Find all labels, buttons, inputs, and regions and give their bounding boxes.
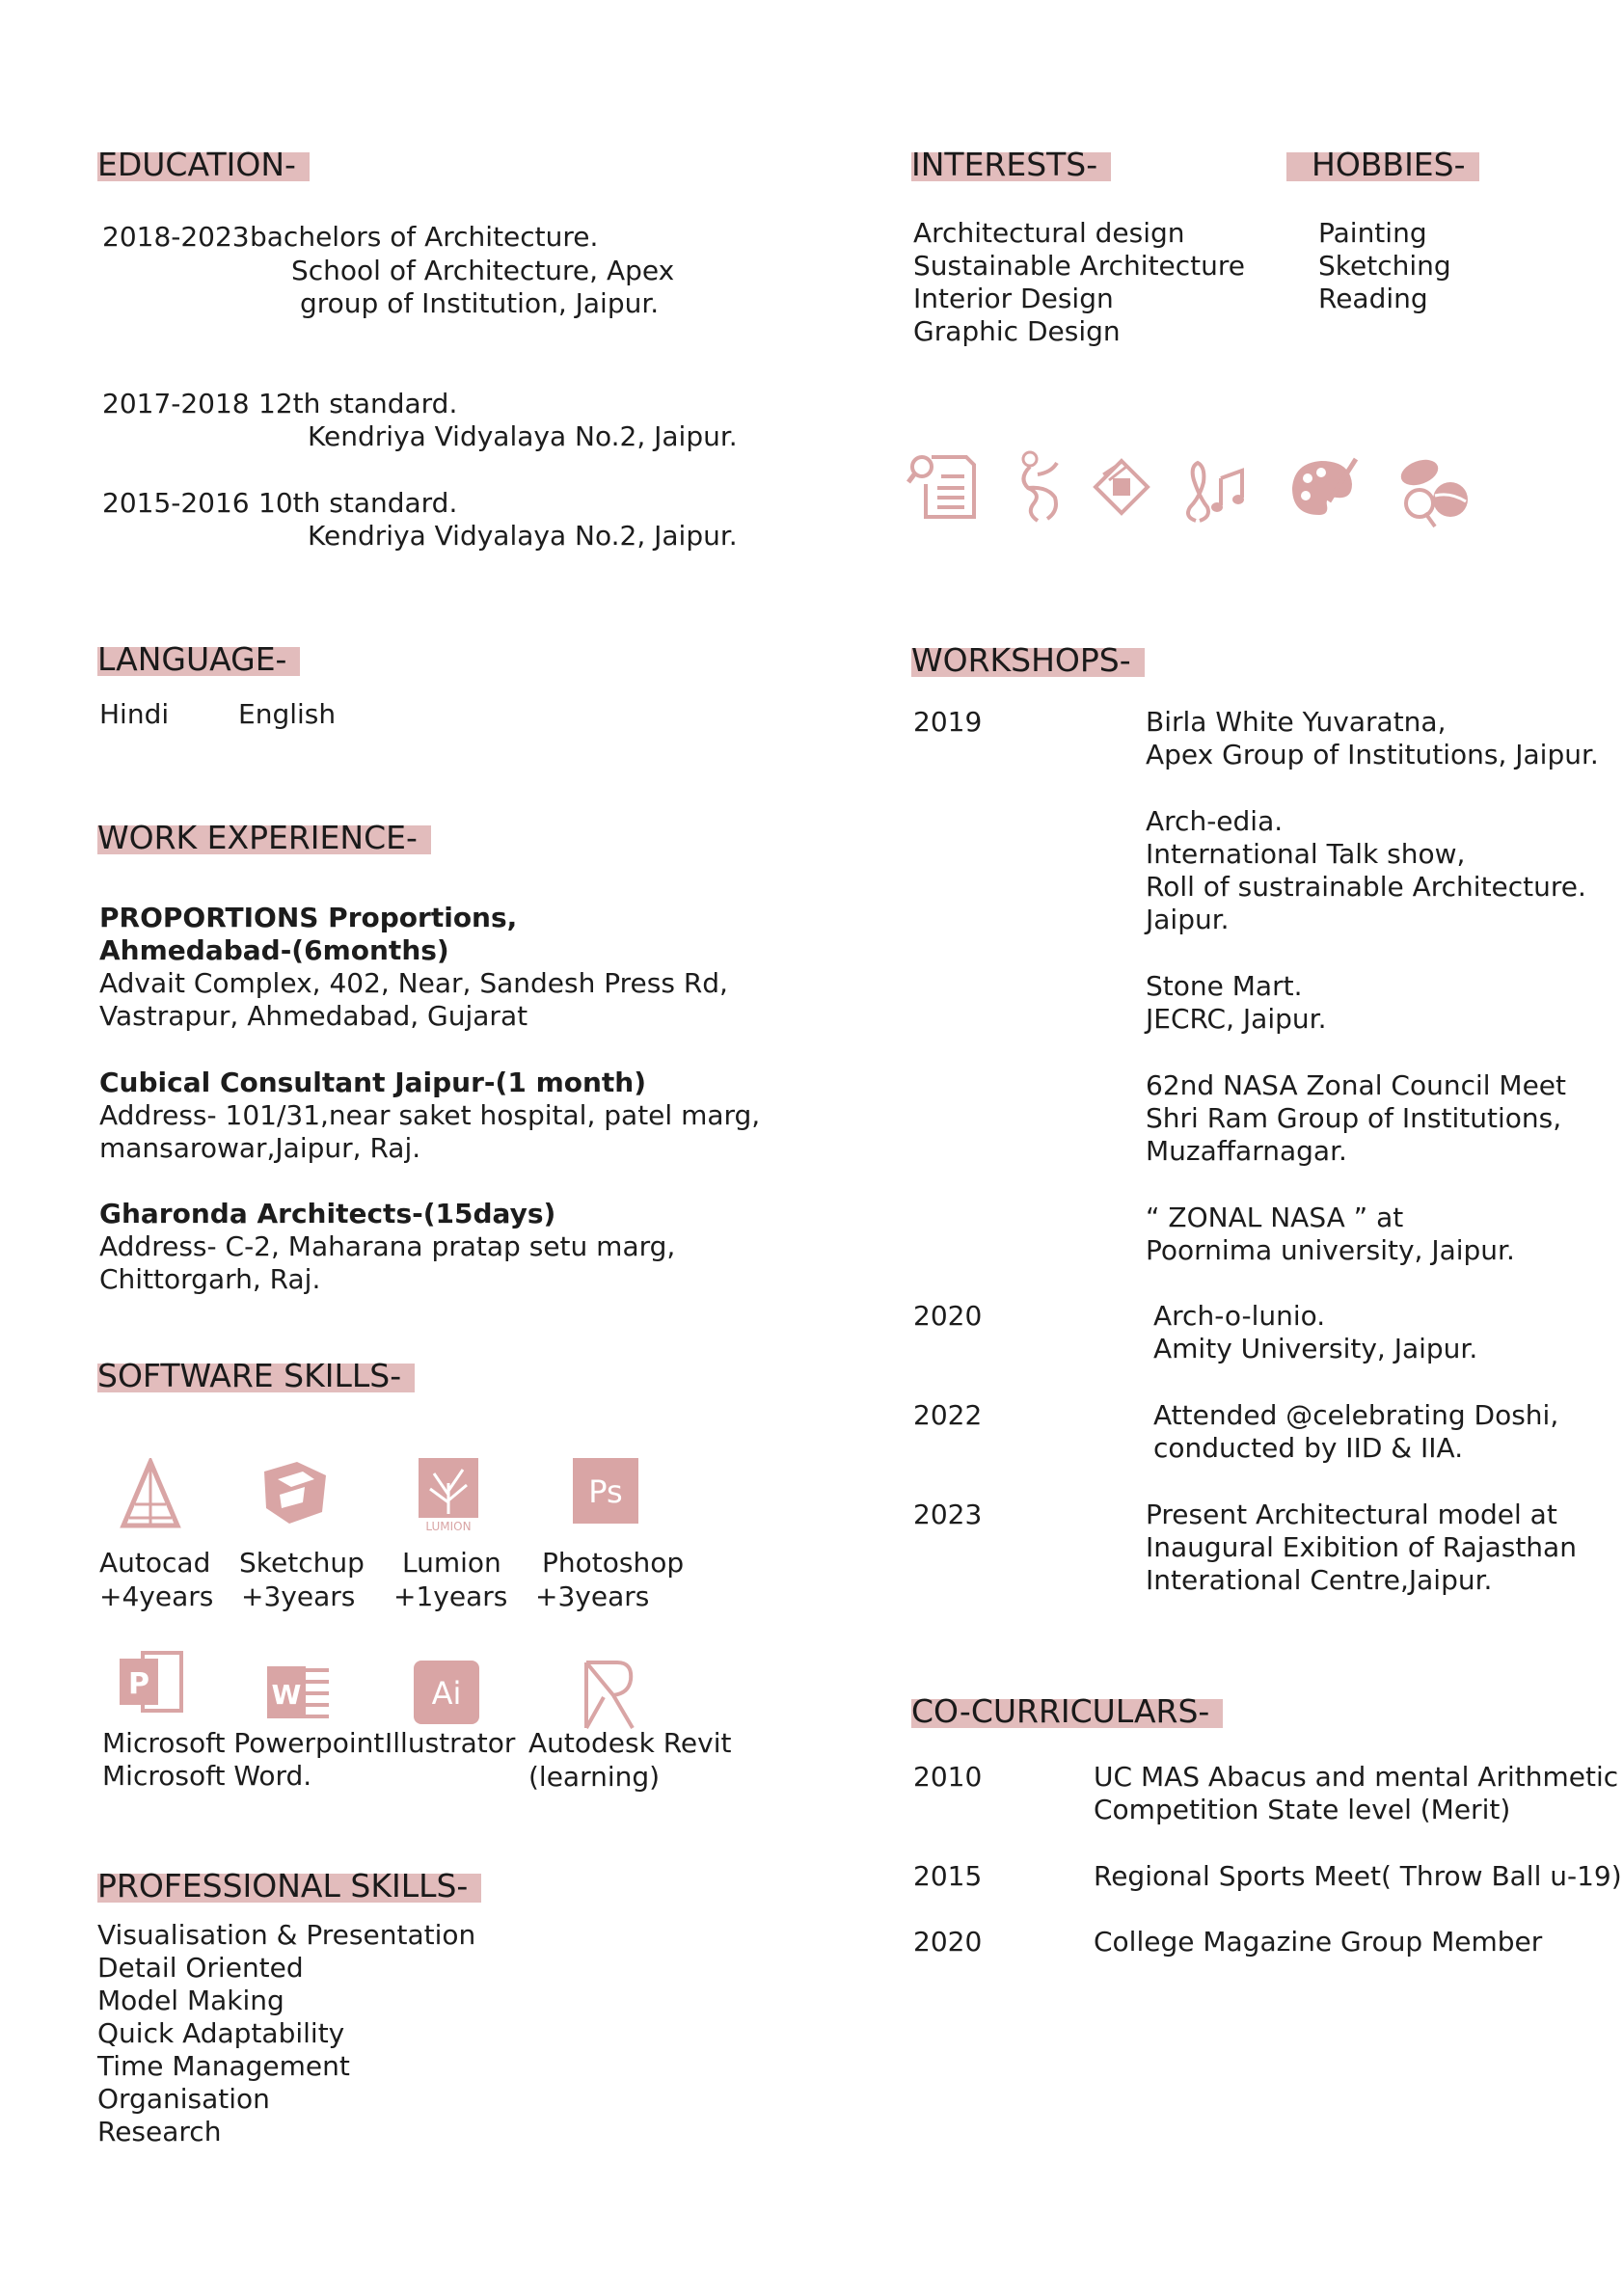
interest-item: Graphic Design bbox=[913, 315, 1121, 347]
cocurricular-year: 2020 bbox=[913, 1926, 983, 1958]
software-years: +4years bbox=[99, 1580, 214, 1612]
language-item: Hindi bbox=[99, 698, 170, 730]
svg-text:P: P bbox=[128, 1667, 149, 1701]
workshop-line: International Talk show, bbox=[1146, 838, 1466, 870]
company-name: Ahmedabad-(6months) bbox=[99, 934, 449, 966]
skill-item: Organisation bbox=[97, 2083, 270, 2115]
education-degree: 10th standard. bbox=[258, 487, 458, 519]
svg-text:LUMION: LUMION bbox=[425, 1520, 472, 1533]
interest-item: Architectural design bbox=[913, 217, 1185, 249]
workshop-year: 2020 bbox=[913, 1300, 983, 1332]
skill-item: Research bbox=[97, 2116, 222, 2147]
company-name: Gharonda Architects-(15days) bbox=[99, 1198, 556, 1229]
work-entry bbox=[99, 1067, 760, 1165]
workshop-line: Apex Group of Institutions, Jaipur. bbox=[1146, 739, 1599, 770]
cocurricular-year: 2015 bbox=[913, 1860, 983, 1892]
workshop-line: Muzaffarnagar. bbox=[1146, 1135, 1347, 1167]
company-address: Address- C-2, Maharana pratap setu marg, bbox=[99, 1230, 676, 1262]
education-heading: EDUCATION- bbox=[97, 149, 310, 181]
education-degree: 12th standard. bbox=[258, 388, 458, 419]
workshop-year: 2019 bbox=[913, 706, 983, 738]
cocurriculars-heading: CO-CURRICULARS- bbox=[911, 1695, 1223, 1728]
workshop-line: Amity University, Jaipur. bbox=[1153, 1333, 1478, 1364]
workshop-year: 2023 bbox=[913, 1499, 983, 1530]
company-address: Chittorgarh, Raj. bbox=[99, 1263, 321, 1295]
paint-palette-icon bbox=[1288, 455, 1362, 523]
software-years: +3years bbox=[241, 1580, 356, 1612]
lumion-icon bbox=[417, 1456, 480, 1533]
svg-text:Ps: Ps bbox=[588, 1473, 623, 1510]
company-address: Address- 101/31,near saket hospital, patel marg, bbox=[99, 1099, 761, 1131]
workshop-line: Shri Ram Group of Institutions, bbox=[1146, 1102, 1562, 1134]
workshop-entry bbox=[1146, 1202, 1515, 1267]
workshops-heading: WORKSHOPS- bbox=[911, 644, 1145, 677]
workshop-line: Poornima university, Jaipur. bbox=[1146, 1234, 1515, 1266]
skill-item: Visualisation & Presentation bbox=[97, 1919, 476, 1951]
education-year: 2018-2023 bbox=[102, 221, 250, 253]
workshop-line: Jaipur. bbox=[1146, 904, 1230, 935]
hobbies-heading: HOBBIES- bbox=[1286, 149, 1479, 181]
revit-icon bbox=[575, 1655, 640, 1734]
workshop-line: Attended @celebrating Doshi, bbox=[1153, 1399, 1559, 1431]
education-school: School of Architecture, Apex bbox=[291, 255, 675, 286]
cocurricular-entry bbox=[1094, 1761, 1618, 1826]
company-address: Advait Complex, 402, Near, Sandesh Press Rd, bbox=[99, 967, 728, 999]
autocad-icon bbox=[116, 1458, 185, 1531]
workshop-entry bbox=[1146, 805, 1586, 936]
cocurricular-line: Regional Sports Meet( Throw Ball u-19) bbox=[1094, 1860, 1622, 1892]
workshop-line: Birla White Yuvaratna, bbox=[1146, 706, 1447, 738]
software-name: Sketchup bbox=[239, 1547, 365, 1579]
skill-item: Model Making bbox=[97, 1985, 284, 2016]
workshop-line: JECRC, Jaipur. bbox=[1146, 1003, 1327, 1035]
professional-skills-list bbox=[97, 1919, 475, 2148]
company-address: mansarowar,Jaipur, Raj. bbox=[99, 1132, 421, 1164]
skill-item: Detail Oriented bbox=[97, 1952, 304, 1984]
interests-heading: INTERESTS- bbox=[911, 149, 1111, 181]
workshop-line: Roll of sustrainable Architecture. bbox=[1146, 871, 1586, 903]
education-degree: bachelors of Architecture. bbox=[250, 221, 599, 253]
svg-text:R: R bbox=[575, 1655, 576, 1656]
workshop-entry bbox=[1153, 1300, 1477, 1365]
education-school: Kendriya Vidyalaya No.2, Jaipur. bbox=[308, 520, 738, 552]
illustrator-icon bbox=[414, 1661, 479, 1724]
workshop-line: 62nd NASA Zonal Council Meet bbox=[1146, 1069, 1567, 1101]
software-name: Photoshop bbox=[542, 1547, 685, 1579]
education-year: 2015-2016 bbox=[102, 487, 250, 519]
workshop-year: 2022 bbox=[913, 1399, 983, 1431]
workshop-line: Inaugural Exibition of Rajasthan bbox=[1146, 1531, 1577, 1563]
workshop-line: Arch-o-lunio. bbox=[1153, 1300, 1326, 1332]
language-item: English bbox=[238, 698, 337, 730]
photoshop-icon bbox=[573, 1458, 638, 1524]
software-name: Autodesk Revit bbox=[528, 1727, 732, 1759]
professional-skills-heading: PROFESSIONAL SKILLS- bbox=[97, 1870, 481, 1903]
software-name: Autocad bbox=[99, 1547, 211, 1579]
company-name: PROPORTIONS Proportions, bbox=[99, 902, 518, 933]
workshop-line: Arch-edia. bbox=[1146, 805, 1284, 837]
workshop-entry bbox=[1146, 1499, 1577, 1597]
workshop-entry bbox=[1146, 970, 1326, 1036]
software-name: Microsoft Word. bbox=[102, 1760, 312, 1792]
workshop-line: Interational Centre,Jaipur. bbox=[1146, 1564, 1493, 1596]
workshop-entry bbox=[1146, 706, 1599, 771]
cocurricular-line: Competition State level (Merit) bbox=[1094, 1794, 1511, 1825]
hobby-item: Painting bbox=[1318, 217, 1427, 249]
software-years: +3years bbox=[535, 1580, 650, 1612]
work-experience-heading: WORK EXPERIENCE- bbox=[97, 822, 431, 854]
cocurricular-line: UC MAS Abacus and mental Arithmetic bbox=[1094, 1761, 1619, 1793]
cocurricular-line: College Magazine Group Member bbox=[1094, 1926, 1543, 1958]
film-clapper-icon bbox=[1092, 457, 1151, 517]
workshop-entry bbox=[1146, 1069, 1566, 1168]
word-icon bbox=[265, 1661, 333, 1724]
skill-item: Time Management bbox=[97, 2050, 350, 2082]
education-school: group of Institution, Jaipur. bbox=[300, 287, 660, 319]
interests-list bbox=[913, 217, 1245, 348]
svg-text:Ai: Ai bbox=[431, 1675, 462, 1712]
software-skills-heading: SOFTWARE SKILLS- bbox=[97, 1360, 415, 1392]
education-year: 2017-2018 bbox=[102, 388, 250, 419]
cocurricular-year: 2010 bbox=[913, 1761, 983, 1793]
language-heading: LANGUAGE- bbox=[97, 643, 300, 676]
sketchup-icon bbox=[258, 1458, 332, 1527]
work-entry bbox=[99, 1198, 675, 1296]
sports-balls-icon bbox=[1396, 453, 1479, 530]
svg-text:W: W bbox=[271, 1679, 302, 1711]
interest-item: Sustainable Architecture bbox=[913, 250, 1246, 282]
document-search-icon bbox=[906, 449, 980, 523]
hobby-item: Reading bbox=[1318, 283, 1428, 314]
skill-item: Quick Adaptability bbox=[97, 2017, 345, 2049]
dancer-icon bbox=[1009, 449, 1067, 527]
workshop-entry bbox=[1153, 1399, 1558, 1465]
software-name: (learning) bbox=[528, 1761, 661, 1793]
workshop-line: conducted by IID & IIA. bbox=[1153, 1432, 1464, 1464]
education-school: Kendriya Vidyalaya No.2, Jaipur. bbox=[308, 420, 738, 452]
hobbies-list bbox=[1318, 217, 1451, 315]
powerpoint-icon bbox=[118, 1649, 183, 1715]
workshop-line: Present Architectural model at bbox=[1146, 1499, 1557, 1530]
hobby-item: Sketching bbox=[1318, 250, 1451, 282]
company-address: Vastrapur, Ahmedabad, Gujarat bbox=[99, 1000, 528, 1032]
music-notes-icon bbox=[1178, 453, 1252, 527]
software-name: Illustrator bbox=[385, 1727, 516, 1759]
software-name: Lumion bbox=[402, 1547, 501, 1579]
interest-item: Interior Design bbox=[913, 283, 1114, 314]
work-entry bbox=[99, 902, 728, 1033]
workshop-line: Stone Mart. bbox=[1146, 970, 1303, 1002]
software-name: Microsoft Powerpoint. bbox=[102, 1727, 393, 1759]
workshop-line: “ ZONAL NASA ” at bbox=[1146, 1202, 1404, 1233]
software-years: +1years bbox=[393, 1580, 508, 1612]
company-name: Cubical Consultant Jaipur-(1 month) bbox=[99, 1067, 647, 1098]
